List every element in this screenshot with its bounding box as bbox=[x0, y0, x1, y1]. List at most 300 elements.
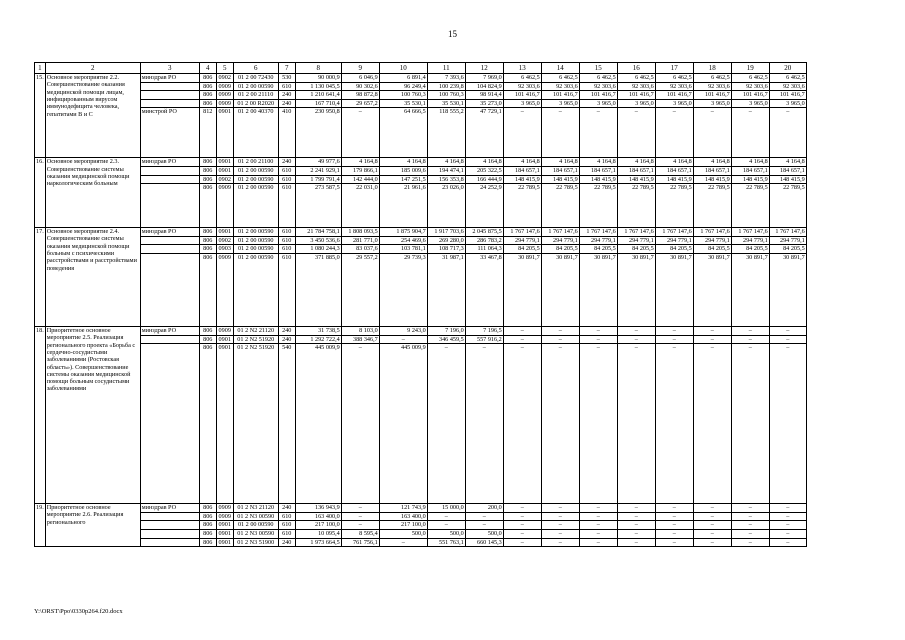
target-article-code: 01 2 00 00590 bbox=[233, 228, 278, 237]
year-amount: – bbox=[503, 344, 541, 504]
year-amount: 111 064,3 bbox=[465, 245, 503, 254]
year-amount: – bbox=[769, 504, 806, 513]
year-amount: 84 205,5 bbox=[503, 245, 541, 254]
expense-type-code: 610 bbox=[278, 175, 295, 184]
year-amount: 30 891,7 bbox=[693, 253, 731, 326]
year-amount: 4 164,8 bbox=[427, 158, 465, 167]
target-article-code: 01 2 00 40370 bbox=[233, 108, 278, 158]
year-amount: – bbox=[731, 538, 769, 547]
year-amount: 1 767 147,6 bbox=[579, 228, 617, 237]
year-amount: 30 891,7 bbox=[731, 253, 769, 326]
year-amount: 294 779,1 bbox=[579, 236, 617, 245]
section-code: 0909 bbox=[216, 91, 233, 100]
total-amount: 2 241 929,1 bbox=[295, 166, 341, 175]
table-row bbox=[35, 504, 807, 513]
year-amount: 98 914,4 bbox=[465, 91, 503, 100]
target-article-code: 01 2 N3 21120 bbox=[233, 504, 278, 513]
total-amount: 167 710,4 bbox=[295, 99, 341, 108]
year-amount: 92 303,6 bbox=[693, 82, 731, 91]
year-amount: – bbox=[769, 521, 806, 530]
year-amount: – bbox=[465, 344, 503, 504]
expense-type-code: 240 bbox=[278, 91, 295, 100]
table-row bbox=[35, 184, 807, 228]
year-amount: – bbox=[769, 108, 806, 158]
executor bbox=[140, 512, 199, 521]
total-amount: 230 950,8 bbox=[295, 108, 341, 158]
year-amount: 1 767 147,6 bbox=[617, 228, 655, 237]
year-amount: – bbox=[617, 512, 655, 521]
year-amount: 184 657,1 bbox=[541, 166, 579, 175]
year-amount: 92 303,6 bbox=[655, 82, 693, 91]
total-amount: 445 009,9 bbox=[295, 344, 341, 504]
column-number: 12 bbox=[465, 63, 503, 74]
year-amount: 500,0 bbox=[427, 529, 465, 538]
section-code: 0901 bbox=[216, 108, 233, 158]
year-amount: 30 891,7 bbox=[655, 253, 693, 326]
year-amount: – bbox=[503, 529, 541, 538]
column-number: 10 bbox=[379, 63, 427, 74]
total-amount: 136 943,9 bbox=[295, 504, 341, 513]
year-amount: 6 462,5 bbox=[579, 74, 617, 83]
year-amount: 184 657,1 bbox=[503, 166, 541, 175]
year-amount: 22 789,5 bbox=[579, 184, 617, 228]
year-amount: 6 462,5 bbox=[655, 74, 693, 83]
year-amount: 35 273,0 bbox=[465, 99, 503, 108]
grbs-code: 806 bbox=[199, 166, 216, 175]
year-amount: – bbox=[731, 344, 769, 504]
year-amount: – bbox=[693, 512, 731, 521]
section-code: 0901 bbox=[216, 166, 233, 175]
year-amount: – bbox=[731, 521, 769, 530]
year-amount: 100 760,3 bbox=[379, 91, 427, 100]
executor bbox=[140, 245, 199, 254]
expense-type-code: 610 bbox=[278, 253, 295, 326]
year-amount: – bbox=[541, 529, 579, 538]
table-row bbox=[35, 108, 807, 158]
year-amount: – bbox=[731, 335, 769, 344]
row-number: 15. bbox=[35, 74, 46, 158]
expense-type-code: 610 bbox=[278, 166, 295, 175]
year-amount: 35 530,1 bbox=[427, 99, 465, 108]
year-amount: 90 302,6 bbox=[341, 82, 379, 91]
section-code: 0909 bbox=[216, 184, 233, 228]
section-code: 0909 bbox=[216, 82, 233, 91]
executor bbox=[140, 175, 199, 184]
year-amount: 156 353,8 bbox=[427, 175, 465, 184]
year-amount: 6 891,4 bbox=[379, 74, 427, 83]
year-amount: 3 965,0 bbox=[769, 99, 806, 108]
section-code: 0901 bbox=[216, 228, 233, 237]
year-amount: 98 872,8 bbox=[341, 91, 379, 100]
column-number: 3 bbox=[140, 63, 199, 74]
executor: минздрав РО bbox=[140, 158, 199, 167]
total-amount: 3 450 536,6 bbox=[295, 236, 341, 245]
column-number: 20 bbox=[769, 63, 806, 74]
year-amount: 84 205,5 bbox=[655, 245, 693, 254]
year-amount: – bbox=[541, 335, 579, 344]
year-amount: 294 779,1 bbox=[769, 236, 806, 245]
year-amount: – bbox=[617, 326, 655, 335]
grbs-code: 806 bbox=[199, 158, 216, 167]
target-article-code: 01 2 N2 51920 bbox=[233, 335, 278, 344]
year-amount: – bbox=[731, 512, 769, 521]
table-row bbox=[35, 158, 807, 167]
year-amount: 205 322,5 bbox=[465, 166, 503, 175]
year-amount: 23 026,0 bbox=[427, 184, 465, 228]
grbs-code: 806 bbox=[199, 538, 216, 547]
year-amount: 4 164,8 bbox=[579, 158, 617, 167]
total-amount: 1 080 244,3 bbox=[295, 245, 341, 254]
year-amount: 104 824,9 bbox=[465, 82, 503, 91]
year-amount: – bbox=[341, 512, 379, 521]
year-amount: – bbox=[341, 344, 379, 504]
year-amount: – bbox=[693, 504, 731, 513]
year-amount: 4 164,8 bbox=[655, 158, 693, 167]
year-amount: 101 416,7 bbox=[693, 91, 731, 100]
year-amount: – bbox=[769, 538, 806, 547]
table-row bbox=[35, 344, 807, 504]
year-amount: – bbox=[655, 521, 693, 530]
year-amount: – bbox=[617, 504, 655, 513]
year-amount: 101 416,7 bbox=[617, 91, 655, 100]
year-amount: – bbox=[617, 521, 655, 530]
year-amount: – bbox=[693, 538, 731, 547]
section-code: 0903 bbox=[216, 245, 233, 254]
year-amount: 108 717,3 bbox=[427, 245, 465, 254]
year-amount: – bbox=[693, 335, 731, 344]
year-amount: – bbox=[427, 521, 465, 530]
year-amount: 4 164,8 bbox=[693, 158, 731, 167]
year-amount: 148 415,9 bbox=[731, 175, 769, 184]
year-amount: 101 416,7 bbox=[541, 91, 579, 100]
year-amount: – bbox=[427, 512, 465, 521]
year-amount: 388 346,7 bbox=[341, 335, 379, 344]
executor bbox=[140, 184, 199, 228]
total-amount: 1 130 045,5 bbox=[295, 82, 341, 91]
section-code: 0909 bbox=[216, 504, 233, 513]
file-path-footer: Y:\ORST\Ppo\0330p264.f20.docx bbox=[34, 608, 123, 615]
expense-type-code: 410 bbox=[278, 108, 295, 158]
year-amount: 22 789,5 bbox=[655, 184, 693, 228]
year-amount: 184 657,1 bbox=[617, 166, 655, 175]
target-article-code: 01 2 00 00590 bbox=[233, 166, 278, 175]
expense-type-code: 610 bbox=[278, 228, 295, 237]
table-row bbox=[35, 82, 807, 91]
year-amount: – bbox=[503, 108, 541, 158]
year-amount: 84 205,5 bbox=[541, 245, 579, 254]
year-amount: – bbox=[503, 512, 541, 521]
executor: минздрав РО bbox=[140, 504, 199, 513]
column-number: 7 bbox=[278, 63, 295, 74]
year-amount: 4 164,8 bbox=[341, 158, 379, 167]
expense-type-code: 240 bbox=[278, 99, 295, 108]
column-number: 19 bbox=[731, 63, 769, 74]
section-code: 0909 bbox=[216, 99, 233, 108]
year-amount: 184 657,1 bbox=[693, 166, 731, 175]
target-article-code: 01 2 N3 51900 bbox=[233, 538, 278, 547]
year-amount: 22 789,5 bbox=[731, 184, 769, 228]
year-amount: – bbox=[503, 521, 541, 530]
year-amount: 7 196,0 bbox=[427, 326, 465, 335]
target-article-code: 01 2 00 00590 bbox=[233, 175, 278, 184]
year-amount: – bbox=[541, 521, 579, 530]
year-amount: 4 164,8 bbox=[769, 158, 806, 167]
year-amount: – bbox=[579, 344, 617, 504]
year-amount: 8 595,4 bbox=[341, 529, 379, 538]
column-number: 17 bbox=[655, 63, 693, 74]
year-amount: 33 467,8 bbox=[465, 253, 503, 326]
year-amount: – bbox=[379, 335, 427, 344]
grbs-code: 806 bbox=[199, 236, 216, 245]
year-amount: – bbox=[541, 538, 579, 547]
year-amount: 92 303,6 bbox=[769, 82, 806, 91]
target-article-code: 01 2 00 00590 bbox=[233, 521, 278, 530]
year-amount: 3 965,0 bbox=[541, 99, 579, 108]
year-amount: 254 469,6 bbox=[379, 236, 427, 245]
row-number: 19. bbox=[35, 504, 46, 547]
grbs-code: 806 bbox=[199, 82, 216, 91]
expense-type-code: 610 bbox=[278, 245, 295, 254]
year-amount: 22 789,5 bbox=[503, 184, 541, 228]
target-article-code: 01 2 N2 51920 bbox=[233, 344, 278, 504]
executor: минздрав РО bbox=[140, 228, 199, 237]
year-amount: – bbox=[655, 512, 693, 521]
target-article-code: 01 2 00 72430 bbox=[233, 74, 278, 83]
year-amount: 84 205,5 bbox=[769, 245, 806, 254]
column-number: 11 bbox=[427, 63, 465, 74]
executor bbox=[140, 529, 199, 538]
year-amount: – bbox=[655, 326, 693, 335]
year-amount: – bbox=[731, 326, 769, 335]
grbs-code: 806 bbox=[199, 99, 216, 108]
year-amount: – bbox=[341, 108, 379, 158]
total-amount: 1 799 791,4 bbox=[295, 175, 341, 184]
year-amount: – bbox=[617, 108, 655, 158]
target-article-code: 01 2 00 00590 bbox=[233, 253, 278, 326]
table-row bbox=[35, 245, 807, 254]
grbs-code: 806 bbox=[199, 245, 216, 254]
year-amount: – bbox=[617, 344, 655, 504]
year-amount: 6 462,5 bbox=[769, 74, 806, 83]
expense-type-code: 240 bbox=[278, 158, 295, 167]
column-number: 5 bbox=[216, 63, 233, 74]
column-number: 9 bbox=[341, 63, 379, 74]
target-article-code: 01 2 00 00590 bbox=[233, 245, 278, 254]
expense-type-code: 610 bbox=[278, 512, 295, 521]
total-amount: 31 738,5 bbox=[295, 326, 341, 335]
grbs-code: 806 bbox=[199, 504, 216, 513]
page-number: 15 bbox=[448, 29, 457, 39]
executor bbox=[140, 538, 199, 547]
year-amount: 4 164,8 bbox=[731, 158, 769, 167]
total-amount: 49 977,6 bbox=[295, 158, 341, 167]
year-amount: 148 415,9 bbox=[769, 175, 806, 184]
year-amount: 147 251,5 bbox=[379, 175, 427, 184]
year-amount: 47 729,1 bbox=[465, 108, 503, 158]
year-amount: – bbox=[503, 326, 541, 335]
year-amount: – bbox=[503, 504, 541, 513]
total-amount: 217 100,0 bbox=[295, 521, 341, 530]
row-number: 16. bbox=[35, 158, 46, 228]
grbs-code: 806 bbox=[199, 91, 216, 100]
expense-type-code: 610 bbox=[278, 529, 295, 538]
section-code: 0901 bbox=[216, 521, 233, 530]
year-amount: – bbox=[693, 344, 731, 504]
activity-name: Приоритетное основное мероприятие 2.6. Реализация регионального bbox=[45, 504, 140, 547]
year-amount: 1 875 904,7 bbox=[379, 228, 427, 237]
column-number: 1 bbox=[35, 63, 46, 74]
year-amount: 294 779,1 bbox=[541, 236, 579, 245]
year-amount: 148 415,9 bbox=[617, 175, 655, 184]
year-amount: 184 657,1 bbox=[731, 166, 769, 175]
grbs-code: 806 bbox=[199, 184, 216, 228]
year-amount: 101 416,7 bbox=[503, 91, 541, 100]
year-amount: 84 205,5 bbox=[731, 245, 769, 254]
section-code: 0909 bbox=[216, 253, 233, 326]
year-amount: 92 303,6 bbox=[579, 82, 617, 91]
year-amount: 142 444,0 bbox=[341, 175, 379, 184]
total-amount: 21 784 758,1 bbox=[295, 228, 341, 237]
year-amount: – bbox=[655, 344, 693, 504]
year-amount: – bbox=[341, 521, 379, 530]
column-number: 18 bbox=[693, 63, 731, 74]
year-amount: 4 164,8 bbox=[617, 158, 655, 167]
grbs-code: 806 bbox=[199, 175, 216, 184]
section-code: 0901 bbox=[216, 158, 233, 167]
year-amount: 3 965,0 bbox=[731, 99, 769, 108]
year-amount: 30 891,7 bbox=[769, 253, 806, 326]
column-number: 8 bbox=[295, 63, 341, 74]
row-number: 17. bbox=[35, 228, 46, 327]
year-amount: 83 037,6 bbox=[341, 245, 379, 254]
expense-type-code: 530 bbox=[278, 74, 295, 83]
year-amount: 92 303,6 bbox=[617, 82, 655, 91]
year-amount: – bbox=[579, 326, 617, 335]
year-amount: – bbox=[693, 326, 731, 335]
year-amount: – bbox=[579, 335, 617, 344]
year-amount: – bbox=[769, 335, 806, 344]
year-amount: – bbox=[731, 108, 769, 158]
grbs-code: 806 bbox=[199, 344, 216, 504]
year-amount: 3 965,0 bbox=[617, 99, 655, 108]
section-code: 0902 bbox=[216, 74, 233, 83]
year-amount: 101 416,7 bbox=[731, 91, 769, 100]
executor bbox=[140, 344, 199, 504]
expense-type-code: 610 bbox=[278, 184, 295, 228]
column-number: 16 bbox=[617, 63, 655, 74]
section-code: 0902 bbox=[216, 175, 233, 184]
year-amount: 551 763,1 bbox=[427, 538, 465, 547]
year-amount: 286 783,2 bbox=[465, 236, 503, 245]
year-amount: 35 530,1 bbox=[379, 99, 427, 108]
target-article-code: 01 2 N3 00590 bbox=[233, 529, 278, 538]
activity-name: Основное мероприятие 2.2. Совершенствование оказания медицинской помощи лицам, инфицированным вирусом иммунодефицита человека, гепатитами В и С bbox=[45, 74, 140, 158]
grbs-code: 806 bbox=[199, 326, 216, 335]
table-row bbox=[35, 228, 807, 237]
year-amount: – bbox=[769, 512, 806, 521]
year-amount: 3 965,0 bbox=[693, 99, 731, 108]
year-amount: 101 416,7 bbox=[579, 91, 617, 100]
section-code: 0909 bbox=[216, 326, 233, 335]
year-amount: 7 969,0 bbox=[465, 74, 503, 83]
year-amount: 557 916,2 bbox=[465, 335, 503, 344]
year-amount: 22 789,5 bbox=[693, 184, 731, 228]
year-amount: 100 760,3 bbox=[427, 91, 465, 100]
expense-type-code: 240 bbox=[278, 504, 295, 513]
target-article-code: 01 2 00 00590 bbox=[233, 236, 278, 245]
column-number: 2 bbox=[45, 63, 140, 74]
total-amount: 273 587,5 bbox=[295, 184, 341, 228]
year-amount: – bbox=[693, 108, 731, 158]
year-amount: 2 045 875,5 bbox=[465, 228, 503, 237]
column-number: 4 bbox=[199, 63, 216, 74]
year-amount: – bbox=[769, 344, 806, 504]
year-amount: 84 205,5 bbox=[579, 245, 617, 254]
year-amount: – bbox=[427, 344, 465, 504]
year-amount: 148 415,9 bbox=[503, 175, 541, 184]
year-amount: – bbox=[617, 335, 655, 344]
executor bbox=[140, 91, 199, 100]
target-article-code: 01 2 00 R2020 bbox=[233, 99, 278, 108]
year-amount: 217 100,0 bbox=[379, 521, 427, 530]
year-amount: – bbox=[465, 512, 503, 521]
executor: минздрав РО bbox=[140, 74, 199, 83]
year-amount: 121 743,9 bbox=[379, 504, 427, 513]
target-article-code: 01 2 00 21110 bbox=[233, 91, 278, 100]
year-amount: 1 767 147,6 bbox=[693, 228, 731, 237]
year-amount: – bbox=[693, 521, 731, 530]
year-amount: 4 164,8 bbox=[379, 158, 427, 167]
year-amount: 194 474,1 bbox=[427, 166, 465, 175]
section-code: 0909 bbox=[216, 512, 233, 521]
year-amount: 30 891,7 bbox=[579, 253, 617, 326]
year-amount: – bbox=[655, 529, 693, 538]
executor: минстрой РО bbox=[140, 108, 199, 158]
year-amount: 500,0 bbox=[465, 529, 503, 538]
year-amount: 22 789,5 bbox=[617, 184, 655, 228]
budget-table bbox=[34, 62, 807, 547]
year-amount: – bbox=[655, 335, 693, 344]
year-amount: – bbox=[655, 108, 693, 158]
year-amount: 92 303,6 bbox=[541, 82, 579, 91]
year-amount: 184 657,1 bbox=[769, 166, 806, 175]
year-amount: – bbox=[341, 504, 379, 513]
year-amount: 24 252,9 bbox=[465, 184, 503, 228]
year-amount: 166 444,9 bbox=[465, 175, 503, 184]
year-amount: 84 205,5 bbox=[617, 245, 655, 254]
expense-type-code: 240 bbox=[278, 326, 295, 335]
column-number: 13 bbox=[503, 63, 541, 74]
year-amount: – bbox=[503, 335, 541, 344]
year-amount: 22 789,5 bbox=[541, 184, 579, 228]
expense-type-code: 240 bbox=[278, 538, 295, 547]
year-amount: 101 416,7 bbox=[769, 91, 806, 100]
year-amount: 200,0 bbox=[465, 504, 503, 513]
executor: минздрав РО bbox=[140, 326, 199, 335]
grbs-code: 806 bbox=[199, 228, 216, 237]
year-amount: 6 462,5 bbox=[693, 74, 731, 83]
year-amount: 500,0 bbox=[379, 529, 427, 538]
year-amount: 4 164,8 bbox=[541, 158, 579, 167]
year-amount: 15 000,0 bbox=[427, 504, 465, 513]
table-row bbox=[35, 253, 807, 326]
column-number: 6 bbox=[233, 63, 278, 74]
year-amount: – bbox=[655, 538, 693, 547]
year-amount: 294 779,1 bbox=[617, 236, 655, 245]
year-amount: 148 415,9 bbox=[541, 175, 579, 184]
year-amount: 1 767 147,6 bbox=[541, 228, 579, 237]
total-amount: 90 000,9 bbox=[295, 74, 341, 83]
